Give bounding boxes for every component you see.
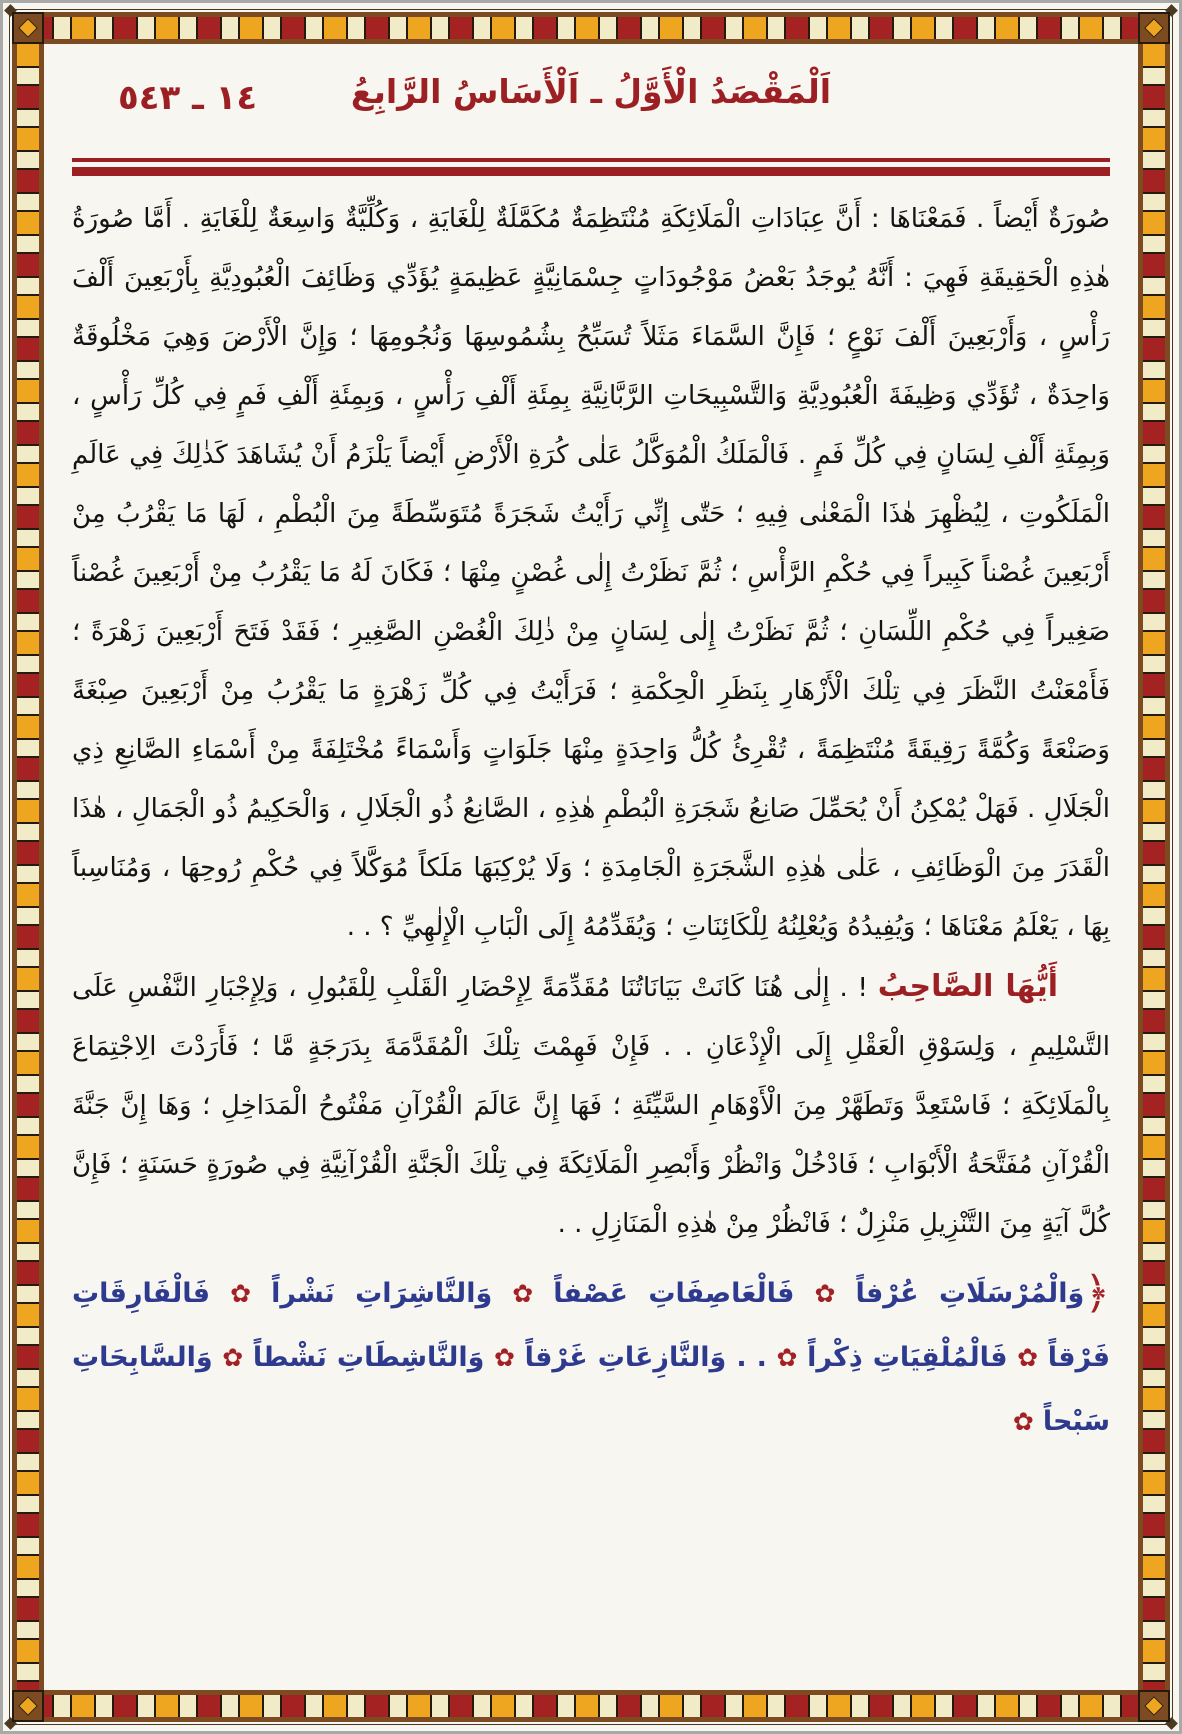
paragraph-address-companion [72, 957, 1110, 1254]
verse-text: وَالنَّاشِرَاتِ نَشْراً [271, 1278, 493, 1309]
verse-text: وَالنَّازِعَاتِ غَرْقاً [524, 1342, 727, 1373]
verse-rosette-icon: ✿ [775, 1343, 799, 1372]
verse-text: فَالْعَاصِفَاتِ عَصْفاً [553, 1278, 795, 1309]
quran-verses-block [72, 1262, 1110, 1454]
verse-text: فَالْمُلْقِيَاتِ ذِكْراً [807, 1342, 1008, 1373]
verse-text: فَالْفَارِقَاتِ فَرْقاً [72, 1278, 1110, 1373]
red-vocative-phrase: أَيُّهَا الصَّاحِبُ [877, 969, 1058, 1004]
verse-rosette-icon: ✿ [219, 1279, 263, 1308]
paragraph-angels-worship [72, 190, 1110, 957]
verse-rosette-icon: ✿ [1012, 1407, 1034, 1436]
header-rule-thin [72, 158, 1110, 162]
verse-rosette-icon: ✿ [803, 1279, 847, 1308]
ornamental-border-corner [1138, 1690, 1170, 1722]
punctuation: ! . [829, 973, 878, 1003]
ornamental-border-corner [12, 1690, 44, 1722]
ornamental-border-bottom [12, 1690, 1170, 1722]
paragraph-text: إِلٰى هُنَا كَانَتْ بَيَانَاتُنَا مُقَدِّمَةً لِإِحْضَارِ الْقَلْبِ لِلْقَبُولِ ، وَلِإِجْبَارِ النَّفْسِ عَلَى التَّسْلِيمِ ، وَلِسَوْقِ الْعَقْلِ إِلَى الْإِذْعَانِ . . فَإِنْ فَهِمْتَ تِلْكَ الْمُقَدَّمَةَ بِدَرَجَةٍ مَّا ؛ فَأَرَدْتَ الِاجْتِمَاعَ بِالْمَلَائِكَةِ ؛ فَاسْتَعِدَّ وَتَطَهَّرْ مِنَ الْأَوْهَامِ السَّيِّئَةِ ؛ فَهَا إِنَّ عَالَمَ الْقُرْآنِ مَفْتُوحُ الْمَدَاخِلِ ؛ وَهَا إِنَّ جَنَّةَ الْقُرْآنِ مُفَتَّحَةُ الْأَبْوَابِ ؛ فَادْخُلْ وَانْظُرْ وَأَبْصِرِ الْمَلَائِكَةَ فِي تِلْكَ الْجَنَّةِ الْقُرْآنِيَّةِ فِي صُورَةٍ حَسَنَةٍ ؛ فَإِنَّ كُلَّ آيَةٍ مِنَ التَّنْزِيلِ مَنْزِلٌ ؛ فَانْظُرْ مِنْ هٰذِهِ الْمَنَازِلِ . . [72, 973, 1110, 1239]
paragraph-text: صُورَةٌ أَيْضاً . فَمَعْنَاهَا : أَنَّ عِبَادَاتِ الْمَلَائِكَةِ مُنْتَظِمَةٌ مُكَمَّلَةٌ لِلْغَايَةِ ، وَكُلِّيَّةٌ وَاسِعَةٌ لِلْغَايَةِ . أَمَّا صُورَةُ هٰذِهِ الْحَقِيقَةِ فَهِيَ : أَنَّهُ يُوجَدُ بَعْضُ مَوْجُودَاتٍ جِسْمَانِيَّةٍ عَظِيمَةٍ يُؤَدِّي وَظَائِفَ الْعُبُودِيَّةِ بِأَرْبَعِينَ أَلْفَ رَأْسٍ ، وَأَرْبَعِينَ أَلْفَ نَوْعٍ ؛ فَإِنَّ السَّمَاءَ مَثَلاً تُسَبِّحُ بِشُمُوسِهَا وَنُجُومِهَا ؛ وَإِنَّ الْأَرْضَ وَهِيَ مَخْلُوقَةٌ وَاحِدَةٌ ، تُؤَدِّي وَظِيفَةَ الْعُبُودِيَّةِ وَالتَّسْبِيحَاتِ الرَّبَّانِيَّةِ بِمِئَةِ أَلْفِ رَأْسٍ ، وَبِمِئَةِ أَلْفِ فَمٍ فِي كُلِّ رَأْسٍ ، وَبِمِئَةِ أَلْفِ لِسَانٍ فِي كُلِّ فَمٍ . فَالْمَلَكُ الْمُوَكَّلُ عَلٰى كُرَةِ الْأَرْضِ أَيْضاً يَلْزَمُ أَنْ يُشَاهَدَ كَذٰلِكَ فِي عَالَمِ الْمَلَكُوتِ ، لِيُظْهِرَ هٰذَا الْمَعْنٰى فِيهِ ؛ حَتّٰى إِنِّي رَأَيْتُ شَجَرَةً مُتَوَسِّطَةً مِنَ الْبُطْمِ ، لَهَا مَا يَقْرُبُ مِنْ أَرْبَعِينَ غُصْناً كَبِيراً فِي حُكْمِ الرَّأْسِ ؛ ثُمَّ نَظَرْتُ إِلٰى غُصْنٍ مِنْهَا ؛ فَكَانَ لَهُ مَا يَقْرُبُ مِنْ أَرْبَعِينَ غُصْناً صَغِيراً فِي حُكْمِ اللِّسَانِ ؛ ثُمَّ نَظَرْتُ إِلٰى لِسَانٍ مِنْ ذٰلِكَ الْغُصْنِ الصَّغِيرِ ؛ فَقَدْ فَتَحَ أَرْبَعِينَ زَهْرَةً ؛ فَأَمْعَنْتُ النَّظَرَ فِي تِلْكَ الْأَزْهَارِ بِنَظَرِ الْحِكْمَةِ ؛ فَرَأَيْتُ فِي كُلِّ زَهْرَةٍ مَا يَقْرُبُ مِنْ أَرْبَعِينَ صِبْغَةً وَصَنْعَةً وَكُمَّةً رَقِيقَةً مُنْتَظِمَةً ، تُقْرِئُ كُلُّ وَاحِدَةٍ مِنْهَا جَلَوَاتٍ وَأَسْمَاءً مُخْتَلِفَةً مِنْ أَسْمَاءِ الصَّانِعِ ذِي الْجَلَالِ . فَهَلْ يُمْكِنُ أَنْ يُحَمِّلَ صَانِعُ شَجَرَةِ الْبُطْمِ هٰذِهِ ، الصَّانِعُ ذُو الْجَلَالِ ، وَالْحَكِيمُ ذُو الْجَمَالِ ، هٰذَا الْقَدَرَ مِنَ الْوَظَائِفِ ، عَلٰى هٰذِهِ الشَّجَرَةِ الْجَامِدَةِ ؛ وَلَا يُرْكِبَهَا مَلَكاً مُوَكَّلاً فِي حُكْمِ رُوحِهَا ، وَمُنَاسِباً بِهَا ، يَعْلَمُ مَعْنَاهَا ؛ وَيُفِيدُهُ وَيُعْلِنُهُ لِلْكَائِنَاتِ ؛ وَيُقَدِّمُهُ إِلَى الْبَابِ الْإِلٰهِيِّ ؟ . . [72, 204, 1110, 942]
ornamental-border-top [12, 12, 1170, 44]
verse-rosette-icon: ✿ [493, 1343, 516, 1372]
ornamental-border-left [12, 12, 44, 1722]
page-title: اَلْمَقْصَدُ الْأَوَّلُ ـ اَلْأَسَاسُ الرَّابِعُ [350, 72, 832, 111]
page-header [72, 58, 1110, 142]
body-text [72, 190, 1110, 1454]
page-number: ١٤ ـ ٥٤٣ [118, 78, 258, 118]
verse-rosette-icon: ✿ [221, 1343, 244, 1372]
verse-text: وَالنَّاشِطَاتِ نَشْطاً [252, 1342, 485, 1373]
verse-rosette-icon: ✿ [501, 1279, 545, 1308]
verse-prefix: . . [726, 1342, 767, 1373]
page-content [72, 58, 1110, 1674]
header-rule-thick [72, 167, 1110, 176]
ornamental-border-right [1138, 12, 1170, 1722]
verse-text: وَالسَّابِحَاتِ سَبْحاً [72, 1342, 1110, 1437]
verse-rosette-icon: ✿ [1016, 1343, 1039, 1372]
ornate-open-bracket-icon: ﴿ [1084, 1268, 1111, 1319]
ornamental-border-corner [12, 12, 44, 44]
ornamental-border-corner [1138, 12, 1170, 44]
verse-text: وَالْمُرْسَلَاتِ عُرْفاً [855, 1278, 1085, 1309]
